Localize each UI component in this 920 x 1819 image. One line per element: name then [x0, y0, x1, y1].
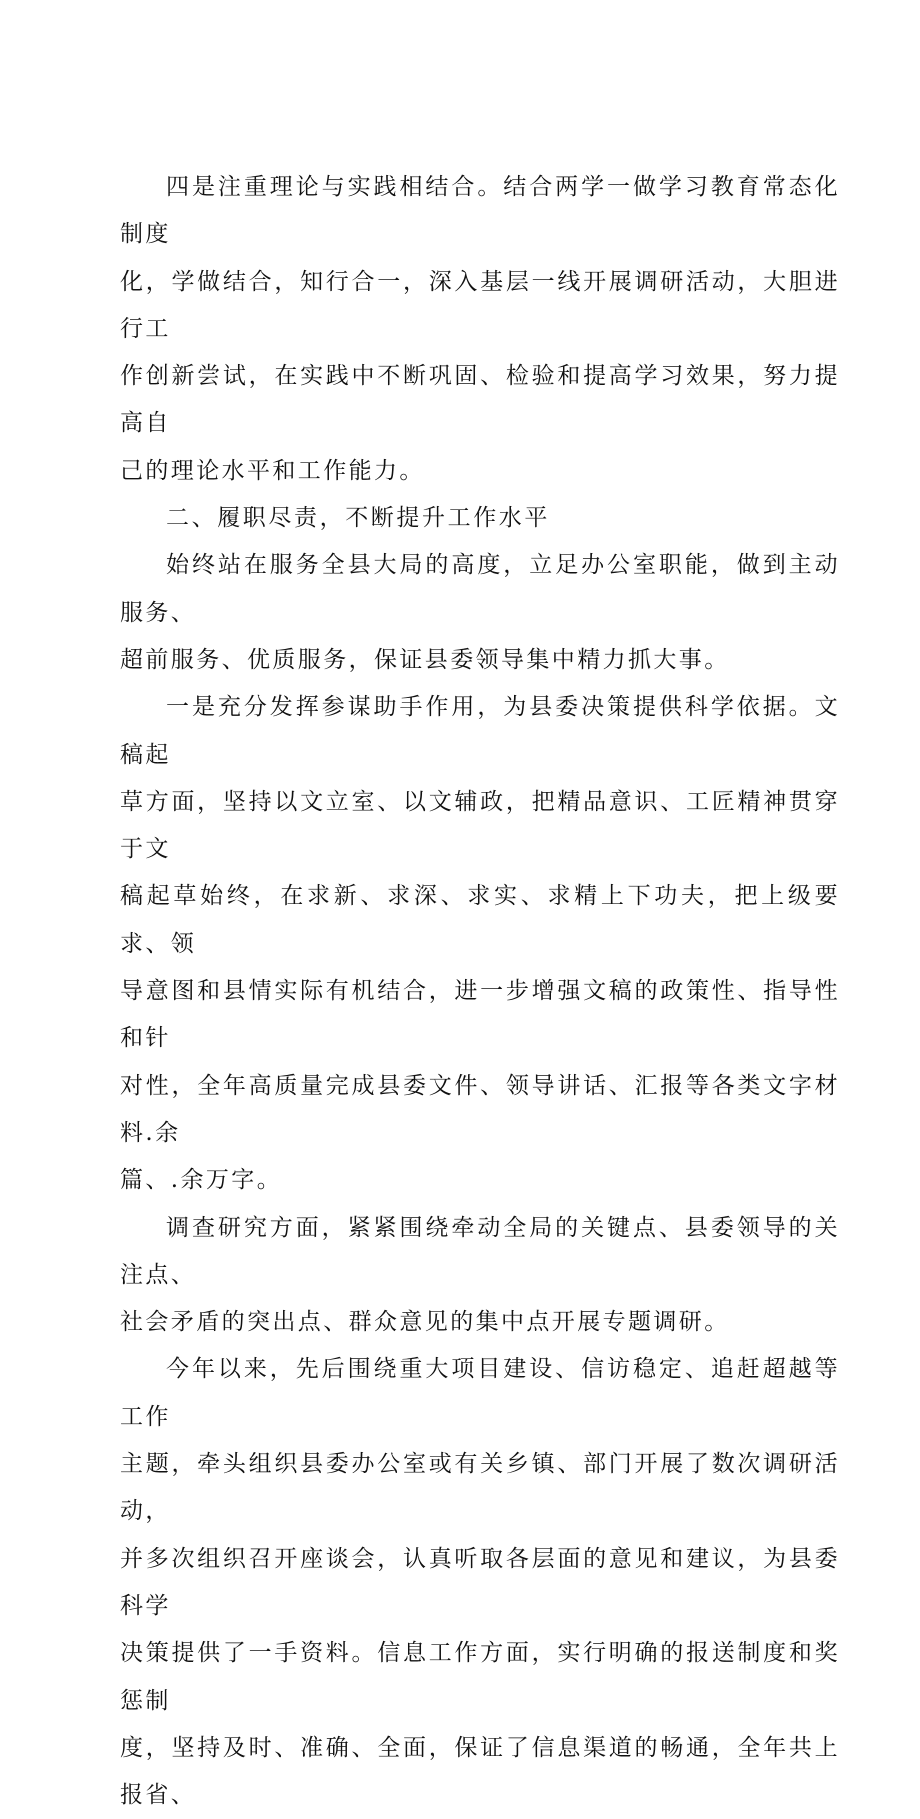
paragraph-theory-practice	[120, 164, 840, 495]
text-line: 并多次组织召开座谈会，认真听取各层面的意见和建议，为县委科学	[120, 1545, 840, 1619]
document-body	[120, 164, 840, 1819]
text-line: 篇、.余万字。	[120, 1167, 283, 1194]
text-line: 始终站在服务全县大局的高度，立足办公室职能，做到主动服务、	[120, 552, 840, 626]
text-line: 调查研究方面，紧紧围绕牵动全局的关键点、县委领导的关注点、	[120, 1214, 840, 1288]
text-line: 度，坚持及时、准确、全面，保证了信息渠道的畅通，全年共上报省、	[120, 1734, 840, 1809]
text-line: 稿起草始终，在求新、求深、求实、求精上下功夫，把上级要求、领	[120, 883, 840, 957]
text-line: 己的理论水平和工作能力。	[120, 457, 425, 484]
text-line: 决策提供了一手资料。信息工作方面，实行明确的报送制度和奖惩制	[120, 1640, 840, 1714]
paragraph-this-year	[120, 1346, 840, 1819]
text-line: 四是注重理论与实践相结合。结合两学一做学习教育常态化制度	[120, 174, 840, 248]
text-line: 对性，全年高质量完成县委文件、领导讲话、汇报等各类文字材料.余	[120, 1072, 840, 1146]
section-heading	[120, 495, 840, 542]
text-line: 社会矛盾的突出点、群众意见的集中点开展专题调研。	[120, 1309, 730, 1336]
paragraph-research	[120, 1205, 840, 1347]
text-line: 超前服务、优质服务，保证县委领导集中精力抓大事。	[120, 646, 730, 673]
paragraph-drafting	[120, 684, 840, 1204]
text-line: 今年以来，先后围绕重大项目建设、信访稳定、追赶超越等工作	[120, 1356, 840, 1430]
text-line: 草方面，坚持以文立室、以文辅政，把精品意识、工匠精神贯穿于文	[120, 788, 840, 863]
paragraph-service-overview	[120, 542, 840, 684]
text-line: 作创新尝试，在实践中不断巩固、检验和提高学习效果，努力提高自	[120, 363, 840, 437]
section-heading-text: 二、履职尽责，不断提升工作水平	[166, 505, 550, 532]
text-line: 一是充分发挥参谋助手作用，为县委决策提供科学依据。文稿起	[120, 694, 840, 768]
text-line: 导意图和县情实际有机结合，进一步增强文稿的政策性、指导性和针	[120, 978, 840, 1052]
text-line: 化，学做结合，知行合一，深入基层一线开展调研活动，大胆进行工	[120, 268, 840, 342]
text-line: 主题，牵头组织县委办公室或有关乡镇、部门开展了数次调研活动，	[120, 1451, 840, 1525]
